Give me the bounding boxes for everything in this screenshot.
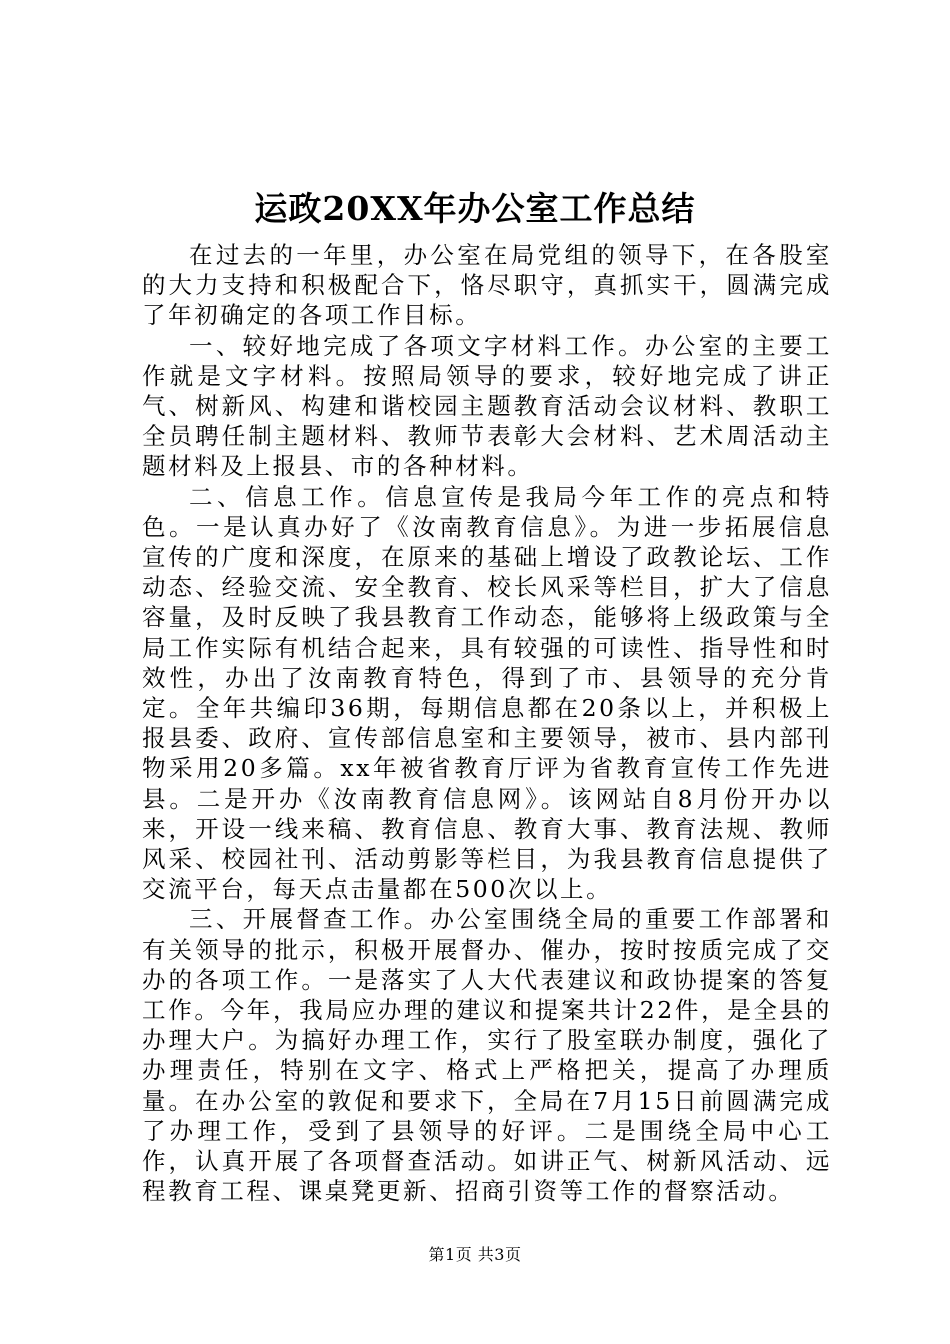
document-title: 运政20XX年办公室工作总结: [254, 189, 696, 228]
page-footer: 第1页 共3页: [428, 1245, 522, 1264]
document-body: [142, 240, 832, 1207]
paragraph-section-1: 一、较好地完成了各项文字材料工作。办公室的主要工作就是文字材料。按照局领导的要求，较好地完成了讲正气、树新风、构建和谐校园主题教育活动会议材料、教职工全员聘任制主题材料、教师节表彰大会材料、艺术周活动主题材料及上报县、市的各种材料。: [142, 331, 832, 481]
paragraph-section-2: 二、信息工作。信息宣传是我局今年工作的亮点和特色。一是认真办好了《汝南教育信息》。为进一步拓展信息宣传的广度和深度，在原来的基础上增设了政教论坛、工作动态、经验交流、安全教育、校长风采等栏目，扩大了信息容量，及时反映了我县教育工作动态，能够将上级政策与全局工作实际有机结合起来，具有较强的可读性、指导性和时效性，办出了汝南教育特色，得到了市、县领导的充分肯定。全年共编印36期，每期信息都在20条以上，并积极上报县委、政府、宣传部信息室和主要领导，被市、县内部刊物采用20多篇。xx年被省教育厅评为省教育宣传工作先进县。二是开办《汝南教育信息网》。该网站自8月份开办以来，开设一线来稿、教育信息、教育大事、教育法规、教师风采、校园社刊、活动剪影等栏目，为我县教育信息提供了交流平台，每天点击量都在500次以上。: [142, 482, 832, 904]
paragraph-intro: 在过去的一年里，办公室在局党组的领导下，在各股室的大力支持和积极配合下，恪尽职守，真抓实干，圆满完成了年初确定的各项工作目标。: [142, 241, 832, 330]
paragraph-section-3: 三、开展督查工作。办公室围绕全局的重要工作部署和有关领导的批示，积极开展督办、催办，按时按质完成了交办的各项工作。一是落实了人大代表建议和政协提案的答复工作。今年，我局应办理的建议和提案共计22件，是全县的办理大户。为搞好办理工作，实行了股室联办制度，强化了办理责任，特别在文字、格式上严格把关，提高了办理质量。在办公室的敦促和要求下，全局在7月15日前圆满完成了办理工作，受到了县领导的好评。二是围绕全局中心工作，认真开展了各项督查活动。如讲正气、树新风活动、远程教育工程、课桌凳更新、招商引资等工作的督察活动。: [142, 905, 832, 1206]
